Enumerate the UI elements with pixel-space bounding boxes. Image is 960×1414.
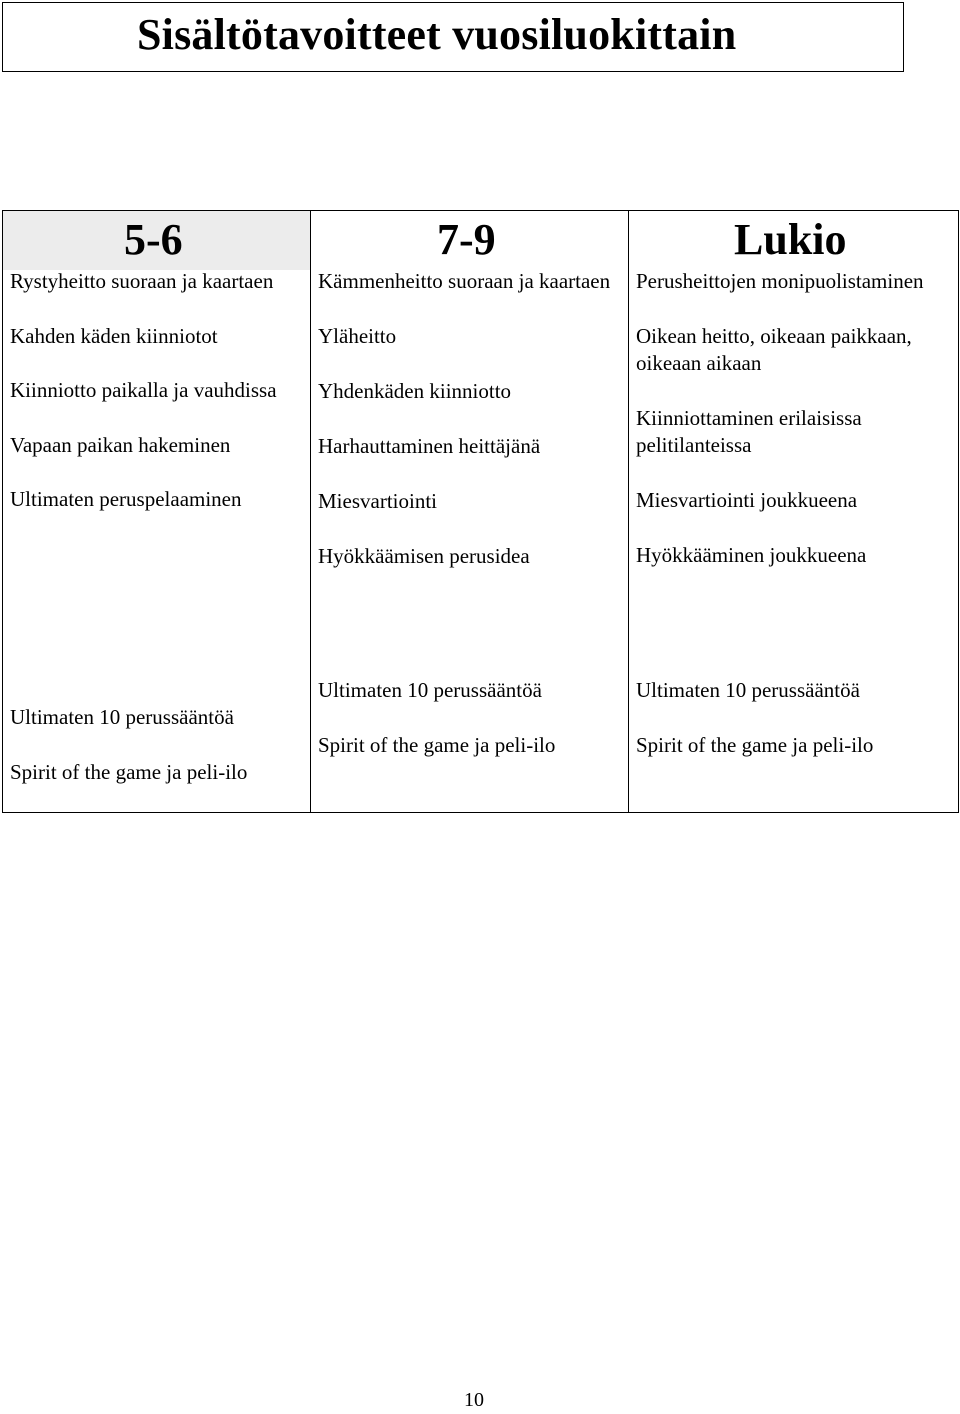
- goal-item: Kiinniotto paikalla ja vauhdissa: [10, 378, 277, 402]
- rule-item: Ultimaten 10 perussääntöä: [636, 678, 860, 702]
- column-5-6-rules: [10, 704, 305, 814]
- goal-item: Hyökkäämisen perusidea: [318, 544, 530, 568]
- goal-item: Kämmenheitto suoraan ja kaartaen: [318, 269, 611, 293]
- rule-item: Spirit of the game ja peli-ilo: [10, 760, 248, 784]
- page-number: 10: [464, 1389, 484, 1411]
- column-lukio-goals: [636, 268, 952, 597]
- goal-item: Rystyheitto suoraan ja kaartaen: [10, 269, 274, 293]
- column-lukio-rules: [636, 677, 952, 787]
- goal-item: Kiinniottaminen erilaisissa pelitilanteissa: [636, 406, 862, 457]
- goal-item: Yhdenkäden kiinniotto: [318, 379, 512, 403]
- goal-item: Kahden käden kiinniotot: [10, 324, 218, 348]
- column-7-9-rules: [318, 677, 623, 787]
- goal-item: Oikean heitto, oikeaan paikkaan, oikeaan aikaan: [636, 324, 912, 375]
- goal-item: Harhauttaminen heittäjänä: [318, 434, 541, 458]
- page-title: Sisältötavoitteet vuosiluokittain: [137, 10, 737, 59]
- column-header-7-9: 7-9: [437, 215, 496, 264]
- column-divider: [310, 210, 311, 813]
- goal-item: Vapaan paikan hakeminen: [10, 433, 231, 457]
- column-5-6-goals: [10, 268, 290, 541]
- goal-item: Hyökkääminen joukkueena: [636, 543, 867, 567]
- goal-item: Perusheittojen monipuolistaminen: [636, 269, 924, 293]
- rule-item: Spirit of the game ja peli-ilo: [636, 733, 874, 757]
- goal-item: Yläheitto: [318, 324, 397, 348]
- goal-item: Miesvartiointi: [318, 489, 437, 513]
- rule-item: Ultimaten 10 perussääntöä: [318, 678, 542, 702]
- column-7-9-goals: [318, 268, 618, 598]
- rule-item: Spirit of the game ja peli-ilo: [318, 733, 556, 757]
- column-header-5-6: 5-6: [124, 215, 183, 264]
- column-divider: [628, 210, 629, 813]
- rule-item: Ultimaten 10 perussääntöä: [10, 705, 234, 729]
- title-box: [2, 2, 904, 72]
- goal-item: Miesvartiointi joukkueena: [636, 488, 858, 512]
- column-header-lukio: Lukio: [734, 215, 847, 264]
- goal-item: Ultimaten peruspelaaminen: [10, 487, 242, 511]
